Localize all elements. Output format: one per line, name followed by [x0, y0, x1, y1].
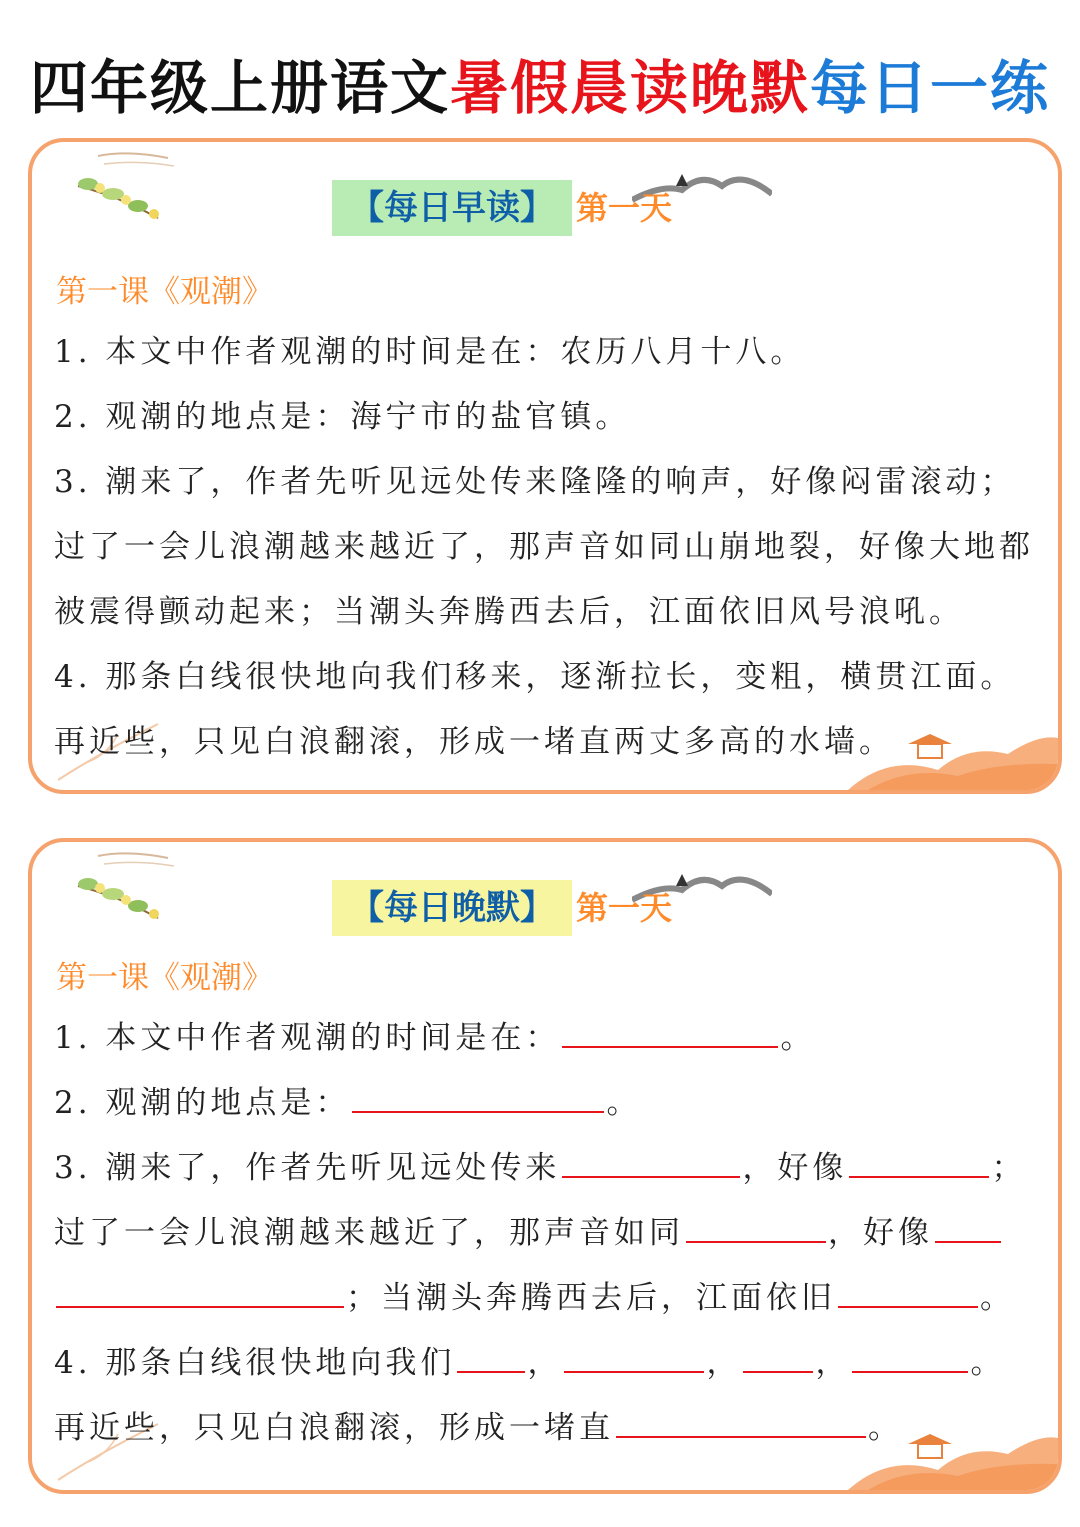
- answer-blank[interactable]: [838, 1276, 978, 1308]
- answer-blank[interactable]: [852, 1341, 968, 1373]
- page-title-practice: 每日一练: [810, 54, 1051, 122]
- evening-tag: 【每日晚默】: [332, 880, 572, 936]
- morning-heading: [32, 180, 1058, 236]
- evening-q2: 2. 观潮的地点是： 。: [54, 1071, 1044, 1136]
- evening-exercise: [54, 1006, 1044, 1461]
- answer-blank[interactable]: [849, 1146, 989, 1178]
- evening-q4-line2: 再近些，只见白浪翻滚，形成一堵直 。: [54, 1396, 1044, 1461]
- page-title: [0, 48, 1080, 128]
- evening-q3-line2: 过了一会儿浪潮越来越近了，那声音如同 ，好像: [54, 1201, 1044, 1266]
- answer-blank[interactable]: [562, 1016, 778, 1048]
- page-title-grade: 四年级上册语文: [29, 54, 450, 122]
- evening-q3-line3: ；当潮头奔腾西去后，江面依旧 。: [54, 1266, 1044, 1331]
- morning-item-2: 2. 观潮的地点是：海宁市的盐官镇。: [54, 399, 631, 435]
- evening-heading: [32, 880, 1058, 936]
- evening-day: 第一天: [576, 889, 673, 927]
- answer-blank[interactable]: [686, 1211, 826, 1243]
- evening-q4-line1: 4. 那条白线很快地向我们 ， ， ， 。: [54, 1331, 1044, 1396]
- evening-q3-line1: 3. 潮来了，作者先听见远处传来 ，好像 ；: [54, 1136, 1044, 1201]
- answer-blank[interactable]: [352, 1081, 604, 1113]
- answer-blank[interactable]: [564, 1341, 704, 1373]
- morning-day: 第一天: [576, 189, 673, 227]
- answer-blank[interactable]: [935, 1211, 1001, 1243]
- page-title-theme: 暑假晨读晚默: [449, 54, 810, 122]
- answer-blank[interactable]: [743, 1341, 813, 1373]
- morning-passage: [54, 320, 1044, 775]
- morning-reading-card: [28, 138, 1062, 794]
- morning-item-3: 3. 潮来了，作者先听见远处传来隆隆的响声，好像闷雷滚动；过了一会儿浪潮越来越近了，那声音如同山崩地裂，好像大地都被震得颤动起来；当潮头奔腾西去后，江面依旧风号浪吼。: [54, 464, 1034, 630]
- morning-lesson-title: 第一课《观潮》: [56, 274, 273, 310]
- answer-blank[interactable]: [562, 1146, 740, 1178]
- morning-item-4: 4. 那条白线很快地向我们移来，逐渐拉长，变粗，横贯江面。再近些，只见白浪翻滚，形成一堵直两丈多高的水墙。: [54, 659, 1016, 760]
- morning-tag: 【每日早读】: [332, 180, 572, 236]
- evening-lesson-title: 第一课《观潮》: [56, 960, 273, 996]
- evening-q1: 1. 本文中作者观潮的时间是在： 。: [54, 1006, 1044, 1071]
- answer-blank[interactable]: [56, 1276, 344, 1308]
- morning-item-1: 1. 本文中作者观潮的时间是在：农历八月十八。: [54, 334, 806, 370]
- answer-blank[interactable]: [616, 1406, 866, 1438]
- evening-dictation-card: [28, 838, 1062, 1494]
- answer-blank[interactable]: [457, 1341, 525, 1373]
